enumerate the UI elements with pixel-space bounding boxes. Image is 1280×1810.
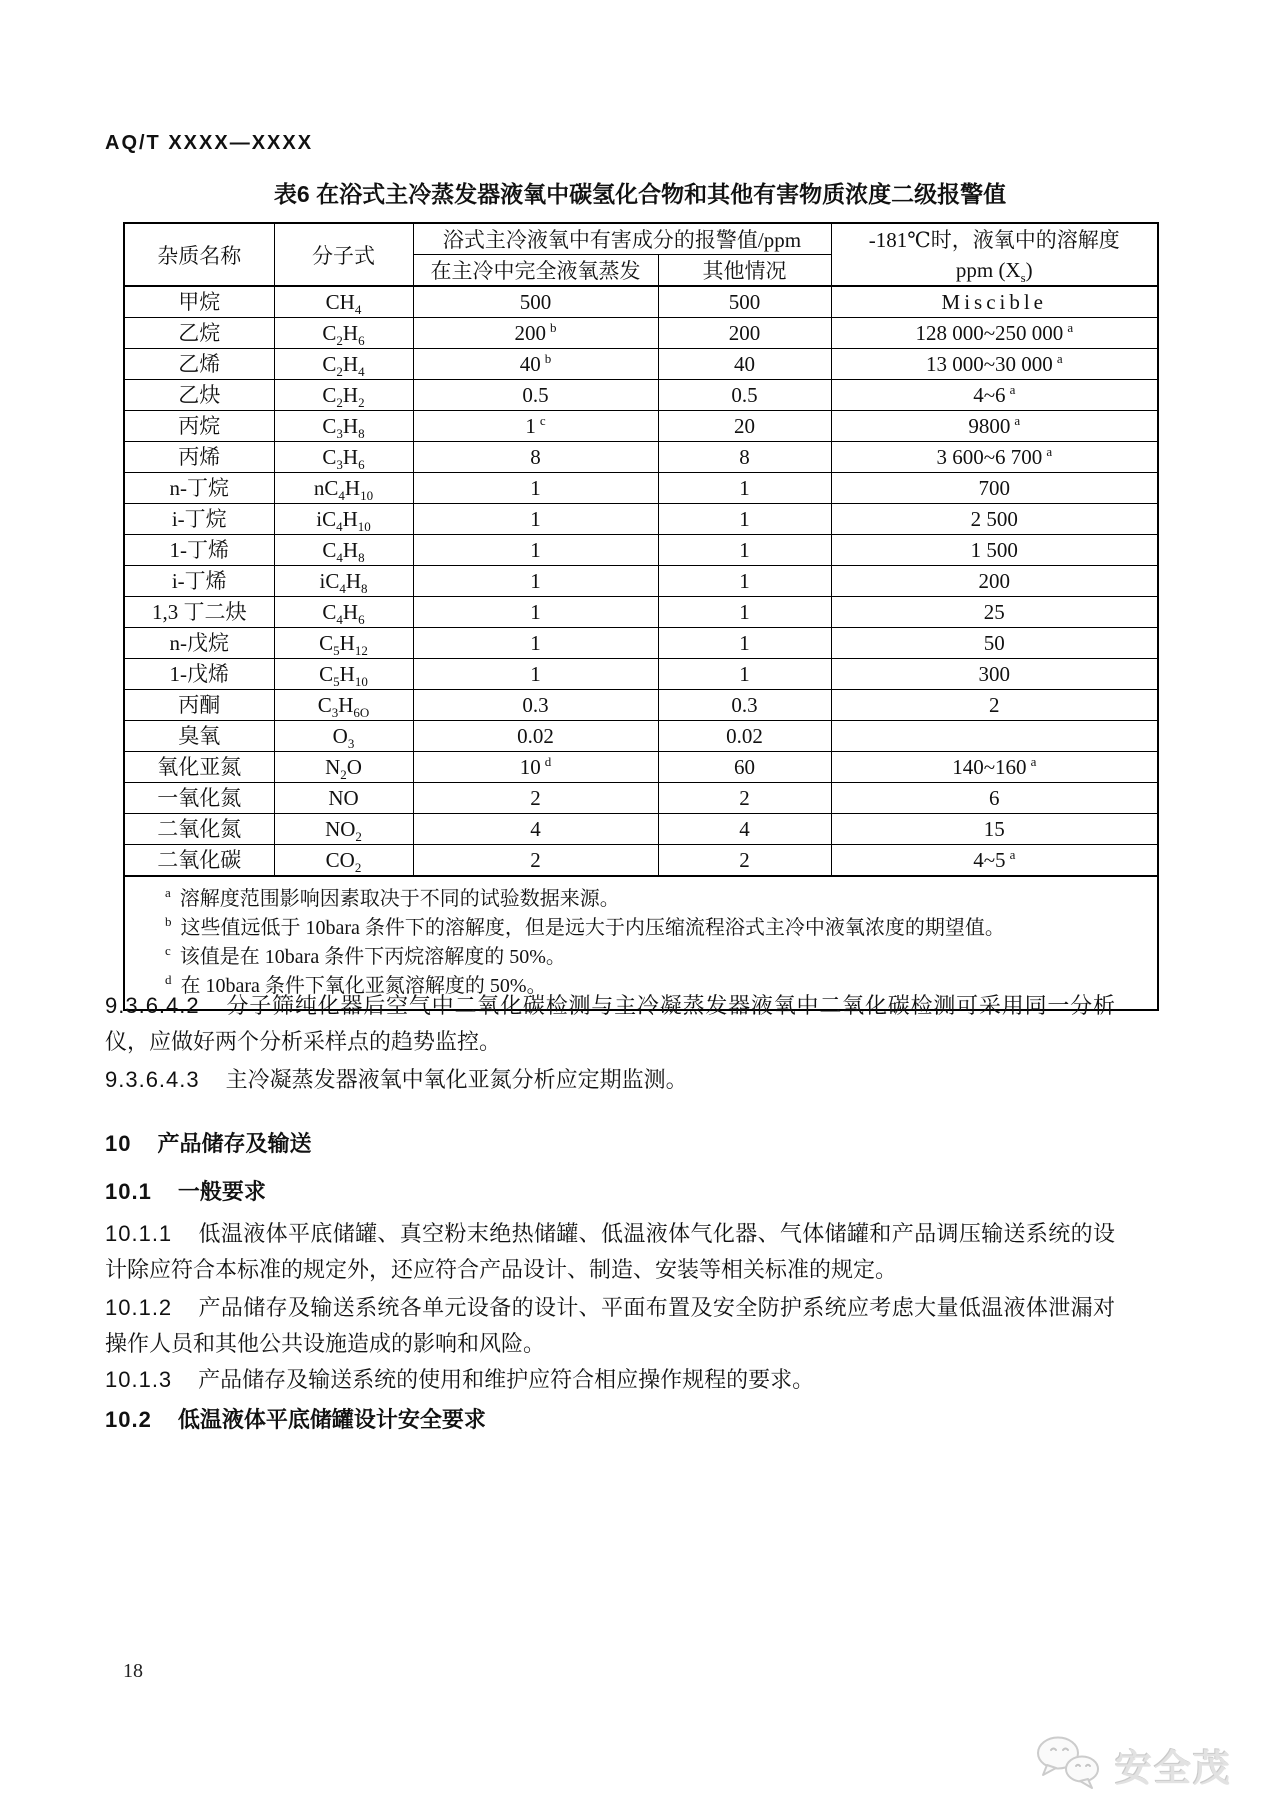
cell-solubility: 2 500 bbox=[831, 504, 1158, 535]
clause-number: 10.1.3 bbox=[105, 1367, 173, 1392]
cell-alarm-evap: 1 bbox=[413, 628, 658, 659]
cell-formula: $C_3H_{6O}$ bbox=[274, 690, 413, 721]
cell-alarm-evap: 4 bbox=[413, 814, 658, 845]
cell-solubility: Miscible bbox=[831, 286, 1158, 318]
cell-formula: NO bbox=[274, 783, 413, 814]
cell-alarm-evap: 1 bbox=[413, 659, 658, 690]
cell-formula: $C_3H_8$ bbox=[274, 411, 413, 442]
clause-number: 10.1.2 bbox=[105, 1295, 173, 1320]
table-row bbox=[124, 597, 1158, 628]
cell-impurity-name: 一氧化氮 bbox=[124, 783, 274, 814]
chapter-heading bbox=[105, 1126, 1115, 1162]
cell-formula: $C_5H_{10}$ bbox=[274, 659, 413, 690]
cell-formula: $NO_2$ bbox=[274, 814, 413, 845]
table-row bbox=[124, 690, 1158, 721]
cell-impurity-name: n-丁烷 bbox=[124, 473, 274, 504]
cell-impurity-name: 丙酮 bbox=[124, 690, 274, 721]
cell-solubility: 4~5 $^a$ bbox=[831, 845, 1158, 877]
cell-formula: $C_4H_6$ bbox=[274, 597, 413, 628]
table-footnote: $^d$ 在 10bara 条件下氧化亚氮溶解度的 50%。 bbox=[165, 972, 547, 997]
cell-alarm-evap: 1 bbox=[413, 473, 658, 504]
cell-alarm-other: 0.3 bbox=[658, 690, 831, 721]
section-number: 10.2 bbox=[105, 1407, 152, 1432]
clause-text: 低温液体平底储罐、真空粉末绝热储罐、低温液体气化器、气体储罐和产品调压输送系统的设计除应符合本标准的规定外，还应符合产品设计、制造、安装等相关标准的规定。 bbox=[105, 1221, 1115, 1282]
cell-alarm-other: 2 bbox=[658, 845, 831, 877]
cell-alarm-other: 1 bbox=[658, 628, 831, 659]
table-footnote: $^a$ 溶解度范围影响因素取决于不同的试验数据来源。 bbox=[165, 885, 620, 910]
cell-alarm-evap: 500 bbox=[413, 286, 658, 318]
cell-alarm-evap: 40 $^b$ bbox=[413, 349, 658, 380]
cell-alarm-evap: 200 $^b$ bbox=[413, 318, 658, 349]
col-header-solubility bbox=[831, 223, 1158, 286]
solubility-header-line1: -181℃时，液氧中的溶解度 bbox=[868, 227, 1120, 252]
cell-alarm-evap: 1 bbox=[413, 597, 658, 628]
clause-text: 主冷凝蒸发器液氧中氧化亚氮分析应定期监测。 bbox=[225, 1067, 688, 1092]
clause-number: 9.3.6.4.2 bbox=[105, 993, 200, 1018]
table-row bbox=[124, 442, 1158, 473]
table-row bbox=[124, 752, 1158, 783]
cell-formula: $CO_2$ bbox=[274, 845, 413, 877]
cell-impurity-name: 1,3 丁二炔 bbox=[124, 597, 274, 628]
table-row bbox=[124, 504, 1158, 535]
table-row bbox=[124, 814, 1158, 845]
cell-alarm-other: 20 bbox=[658, 411, 831, 442]
wechat-bubbles-icon bbox=[1033, 1734, 1105, 1795]
table-row bbox=[124, 380, 1158, 411]
cell-alarm-evap: 0.02 bbox=[413, 721, 658, 752]
chapter-number: 10 bbox=[105, 1131, 132, 1156]
cell-alarm-evap: 2 bbox=[413, 845, 658, 877]
table-row bbox=[124, 721, 1158, 752]
cell-impurity-name: 乙烷 bbox=[124, 318, 274, 349]
cell-impurity-name: 1-丁烯 bbox=[124, 535, 274, 566]
table-row bbox=[124, 628, 1158, 659]
section-number: 10.1 bbox=[105, 1179, 152, 1204]
cell-solubility bbox=[831, 721, 1158, 752]
cell-formula: $C_2H_6$ bbox=[274, 318, 413, 349]
cell-solubility: 200 bbox=[831, 566, 1158, 597]
cell-formula: $N_2O$ bbox=[274, 752, 413, 783]
cell-alarm-evap: 1 $^c$ bbox=[413, 411, 658, 442]
cell-solubility: 128 000~250 000 $^a$ bbox=[831, 318, 1158, 349]
cell-impurity-name: 乙炔 bbox=[124, 380, 274, 411]
cell-solubility: 9800 $^a$ bbox=[831, 411, 1158, 442]
table-row bbox=[124, 845, 1158, 877]
table-footnote: $^c$ 该值是在 10bara 条件下丙烷溶解度的 50%。 bbox=[165, 943, 566, 968]
cell-solubility: 300 bbox=[831, 659, 1158, 690]
cell-formula: $iC_4H_{10}$ bbox=[274, 504, 413, 535]
table-row bbox=[124, 411, 1158, 442]
cell-solubility: 13 000~30 000 $^a$ bbox=[831, 349, 1158, 380]
header-row-1 bbox=[124, 223, 1158, 255]
table-row bbox=[124, 535, 1158, 566]
cell-alarm-other: 500 bbox=[658, 286, 831, 318]
clause-number: 10.1.1 bbox=[105, 1221, 173, 1246]
clause-text: 产品储存及输送系统的使用和维护应符合相应操作规程的要求。 bbox=[198, 1367, 815, 1392]
cell-impurity-name: 二氧化氮 bbox=[124, 814, 274, 845]
cell-alarm-evap: 1 bbox=[413, 566, 658, 597]
col-header-other: 其他情况 bbox=[658, 255, 831, 287]
cell-formula: $iC_4H_8$ bbox=[274, 566, 413, 597]
watermark bbox=[1033, 1734, 1232, 1795]
cell-alarm-other: 4 bbox=[658, 814, 831, 845]
page-number: 18 bbox=[123, 1660, 143, 1682]
cell-formula: $C_4H_8$ bbox=[274, 535, 413, 566]
cell-alarm-other: 8 bbox=[658, 442, 831, 473]
cell-alarm-evap: 1 bbox=[413, 504, 658, 535]
section-title: 低温液体平底储罐设计安全要求 bbox=[177, 1407, 486, 1432]
table-row bbox=[124, 349, 1158, 380]
cell-impurity-name: 乙烯 bbox=[124, 349, 274, 380]
cell-alarm-other: 1 bbox=[658, 473, 831, 504]
table-row bbox=[124, 473, 1158, 504]
table-row bbox=[124, 783, 1158, 814]
clause-paragraph bbox=[105, 1362, 1115, 1398]
cell-solubility: 1 500 bbox=[831, 535, 1158, 566]
cell-alarm-other: 0.02 bbox=[658, 721, 831, 752]
table-row bbox=[124, 318, 1158, 349]
cell-impurity-name: i-丁烷 bbox=[124, 504, 274, 535]
cell-alarm-evap: 1 bbox=[413, 535, 658, 566]
watermark-text: 安全茂 bbox=[1115, 1747, 1232, 1789]
cell-alarm-other: 60 bbox=[658, 752, 831, 783]
col-header-alarm-group: 浴式主冷液氧中有害成分的报警值/ppm bbox=[413, 223, 831, 255]
clause-paragraph bbox=[105, 1062, 1115, 1098]
clause-paragraph bbox=[105, 988, 1115, 1060]
cell-alarm-other: 1 bbox=[658, 597, 831, 628]
body-text bbox=[105, 988, 1115, 1438]
table-row bbox=[124, 659, 1158, 690]
cell-solubility: 15 bbox=[831, 814, 1158, 845]
clause-paragraph bbox=[105, 1290, 1115, 1362]
cell-alarm-other: 200 bbox=[658, 318, 831, 349]
cell-formula: $C_2H_4$ bbox=[274, 349, 413, 380]
clause-text: 分子筛纯化器后空气中二氧化碳检测与主冷凝蒸发器液氧中二氧化碳检测可采用同一分析仪，应做好两个分析采样点的趋势监控。 bbox=[105, 993, 1115, 1054]
cell-formula: $C_2H_2$ bbox=[274, 380, 413, 411]
cell-alarm-other: 1 bbox=[658, 504, 831, 535]
col-header-impurity: 杂质名称 bbox=[124, 223, 274, 286]
cell-formula: $nC_4H_{10}$ bbox=[274, 473, 413, 504]
alarm-table bbox=[123, 222, 1159, 1011]
cell-solubility: 700 bbox=[831, 473, 1158, 504]
cell-impurity-name: n-戊烷 bbox=[124, 628, 274, 659]
cell-impurity-name: 二氧化碳 bbox=[124, 845, 274, 877]
cell-alarm-other: 2 bbox=[658, 783, 831, 814]
clause-paragraph bbox=[105, 1216, 1115, 1288]
cell-impurity-name: 臭氧 bbox=[124, 721, 274, 752]
alarm-table-header bbox=[124, 223, 1158, 286]
cell-alarm-other: 1 bbox=[658, 659, 831, 690]
section-heading-10-2 bbox=[105, 1402, 1115, 1438]
section-title: 一般要求 bbox=[177, 1179, 266, 1204]
cell-impurity-name: 1-戊烯 bbox=[124, 659, 274, 690]
cell-formula: $O_3$ bbox=[274, 721, 413, 752]
cell-alarm-evap: 8 bbox=[413, 442, 658, 473]
cell-solubility: 4~6 $^a$ bbox=[831, 380, 1158, 411]
cell-alarm-evap: 0.3 bbox=[413, 690, 658, 721]
solubility-header-line2: ppm $(X_s)$ bbox=[955, 257, 1033, 285]
cell-impurity-name: i-丁烯 bbox=[124, 566, 274, 597]
cell-formula: $C_3H_6$ bbox=[274, 442, 413, 473]
table-title: 表6 在浴式主冷蒸发器液氧中碳氢化合物和其他有害物质浓度二级报警值 bbox=[273, 181, 1007, 207]
cell-impurity-name: 甲烷 bbox=[124, 286, 274, 318]
table-footnote: $^b$ 这些值远低于 10bara 条件下的溶解度，但是远大于内压缩流程浴式主冷中液氧浓度的期望值。 bbox=[165, 914, 1005, 939]
col-header-formula: 分子式 bbox=[274, 223, 413, 286]
cell-solubility: 50 bbox=[831, 628, 1158, 659]
clause-text: 产品储存及输送系统各单元设备的设计、平面布置及安全防护系统应考虑大量低温液体泄漏对操作人员和其他公共设施造成的影响和风险。 bbox=[105, 1295, 1115, 1356]
cell-alarm-other: 0.5 bbox=[658, 380, 831, 411]
cell-alarm-evap: 0.5 bbox=[413, 380, 658, 411]
cell-alarm-other: 40 bbox=[658, 349, 831, 380]
doc-code: AQ/T XXXX—XXXX bbox=[105, 132, 314, 154]
cell-impurity-name: 丙烯 bbox=[124, 442, 274, 473]
cell-solubility: 25 bbox=[831, 597, 1158, 628]
cell-solubility: 140~160 $^a$ bbox=[831, 752, 1158, 783]
cell-alarm-other: 1 bbox=[658, 566, 831, 597]
cell-alarm-other: 1 bbox=[658, 535, 831, 566]
clause-number: 9.3.6.4.3 bbox=[105, 1067, 200, 1092]
cell-solubility: 3 600~6 700 $^a$ bbox=[831, 442, 1158, 473]
cell-impurity-name: 丙烷 bbox=[124, 411, 274, 442]
col-header-evap: 在主冷中完全液氧蒸发 bbox=[413, 255, 658, 287]
cell-impurity-name: 氧化亚氮 bbox=[124, 752, 274, 783]
cell-formula: $C_5H_{12}$ bbox=[274, 628, 413, 659]
alarm-table-body bbox=[124, 286, 1158, 876]
section-heading-10-1 bbox=[105, 1174, 1115, 1210]
cell-formula: $CH_4$ bbox=[274, 286, 413, 318]
table-row bbox=[124, 286, 1158, 318]
table-row bbox=[124, 566, 1158, 597]
cell-alarm-evap: 2 bbox=[413, 783, 658, 814]
cell-solubility: 6 bbox=[831, 783, 1158, 814]
chapter-title: 产品储存及输送 bbox=[157, 1131, 312, 1156]
cell-alarm-evap: 10 $^d$ bbox=[413, 752, 658, 783]
cell-solubility: 2 bbox=[831, 690, 1158, 721]
